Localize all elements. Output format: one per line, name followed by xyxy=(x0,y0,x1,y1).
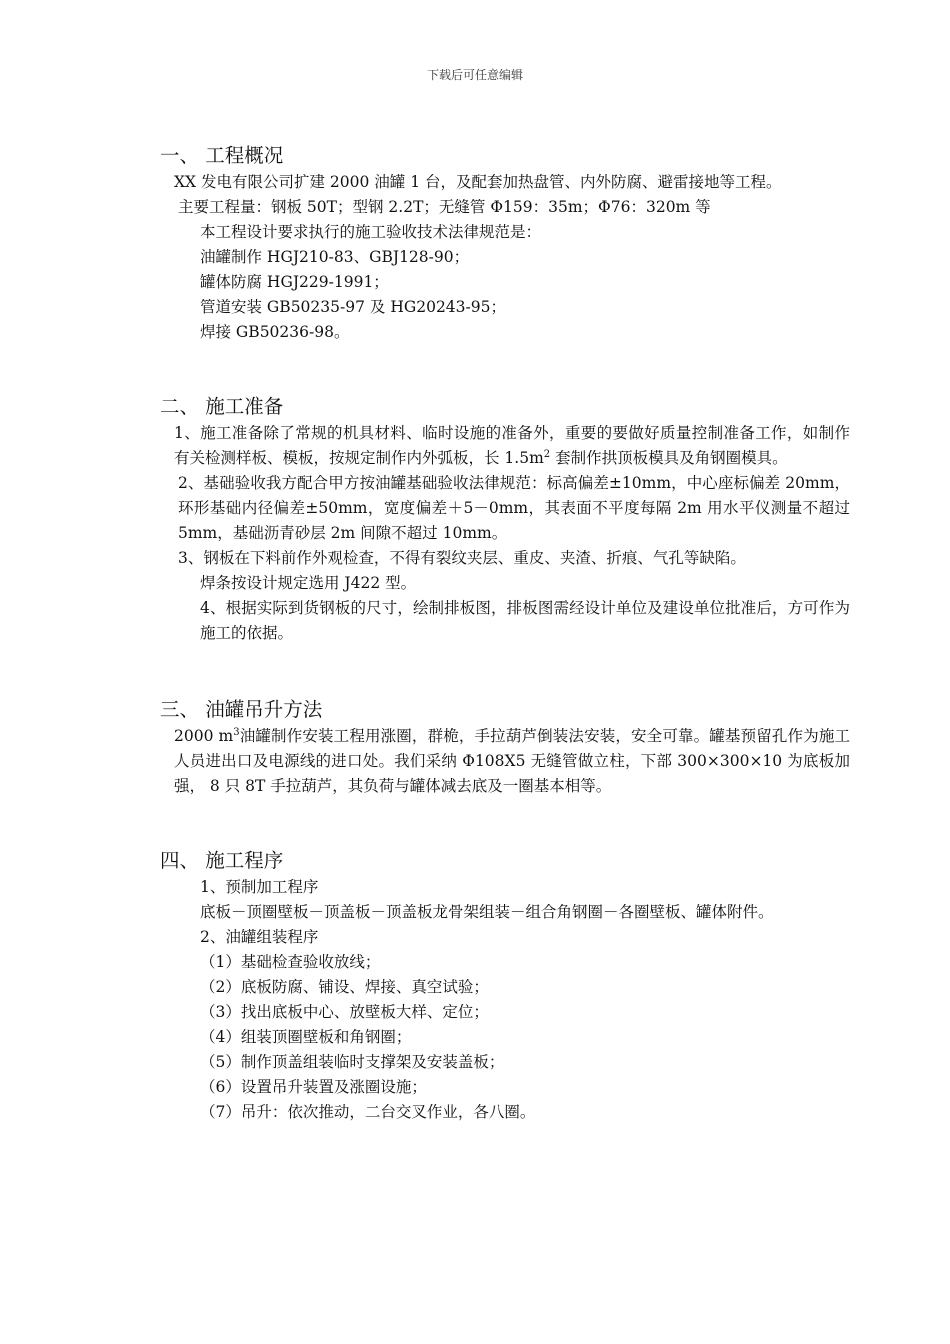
paragraph: 3、钢板在下料前作外观检查，不得有裂纹夹层、重皮、夹渣、折痕、气孔等缺陷。 xyxy=(178,549,746,567)
section-title: 三、 油罐吊升方法 xyxy=(160,698,323,721)
section-lifting-method xyxy=(160,696,850,799)
paragraph: 1、施工准备除了常规的机具材料、临时设施的准备外，重要的要做好质量控制准备工作，如制作有关检测样板、模板，按规定制作内外弧板，长 $1.5m^2$ 套制作拱顶板模具及角钢圈模具。 xyxy=(174,424,850,467)
paragraph: 管道安装 GB50235-97 及 HG20243-95； xyxy=(200,298,506,316)
section-title: 四、 施工程序 xyxy=(160,849,284,872)
paragraph: 焊接 GB50236-98。 xyxy=(200,323,350,341)
paragraph: 1、预制加工程序 xyxy=(200,878,319,896)
list-item: （3）找出底板中心、放壁板大样、定位； xyxy=(200,1003,489,1021)
paragraph: 焊条按设计规定选用 J422 型。 xyxy=(200,574,417,592)
paragraph: 罐体防腐 HGJ229-1991； xyxy=(200,273,389,291)
list-item: （1）基础检查验收放线； xyxy=(200,953,381,971)
paragraph: 4、根据实际到货钢板的尺寸，绘制排板图，排板图需经设计单位及建设单位批准后，方可作为施工的依据。 xyxy=(200,599,850,642)
list-item: （4）组装顶圈壁板和角钢圈； xyxy=(200,1028,412,1046)
paragraph: 主要工程量：钢板 50T；型钢 2.2T；无缝管 Φ159：35m；Φ76：320m 等 xyxy=(178,198,711,216)
section-overview xyxy=(160,142,850,345)
list-item: （5）制作顶盖组装临时支撑架及安装盖板； xyxy=(200,1053,505,1071)
document-body xyxy=(160,142,850,1125)
list-item: （6）设置吊升装置及涨圈设施； xyxy=(200,1078,427,1096)
section-preparation xyxy=(160,393,850,646)
paragraph: 油罐制作 HGJ210-83、GBJ128-90； xyxy=(200,248,470,266)
list-item: （7）吊升：依次推动，二台交叉作业，各八圈。 xyxy=(200,1103,536,1121)
section-title: 二、 施工准备 xyxy=(160,395,284,418)
list-item: （2）底板防腐、铺设、焊接、真空试验； xyxy=(200,978,489,996)
paragraph: 2、基础验收我方配合甲方按油罐基础验收法律规范：标高偏差±10mm，中心座标偏差 20mm，环形基础内径偏差±50mm，宽度偏差＋5－0mm，其表面不平度每隔 2m 用水平仪测量不超过 5mm，基础沥青砂层 2m 间隙不超过 10mm。 xyxy=(178,474,850,542)
section-procedure xyxy=(160,847,850,1125)
page-header: 下载后可任意编辑 xyxy=(426,68,523,82)
paragraph: 本工程设计要求执行的施工验收技术法律规范是： xyxy=(200,223,542,241)
paragraph: 2000 $m^3$油罐制作安装工程用涨圈，群桅，手拉葫芦倒装法安装，安全可靠。罐基预留孔作为施工人员进出口及电源线的进口处。我们采纳 Φ108X5 无缝管做立柱，下部 300×300×10 为底板加强， 8 只 8T 手拉葫芦，其负荷与罐体减去底及一圈基本相等。 xyxy=(174,726,850,795)
section-title: 一、 工程概况 xyxy=(160,144,284,167)
paragraph: 2、油罐组装程序 xyxy=(200,928,319,946)
paragraph: XX 发电有限公司扩建 2000 油罐 1 台，及配套加热盘管、内外防腐、避雷接地等工程。 xyxy=(174,173,782,191)
paragraph: 底板－顶圈壁板－顶盖板－顶盖板龙骨架组装－组合角钢圈－各圈壁板、罐体附件。 xyxy=(200,903,774,921)
